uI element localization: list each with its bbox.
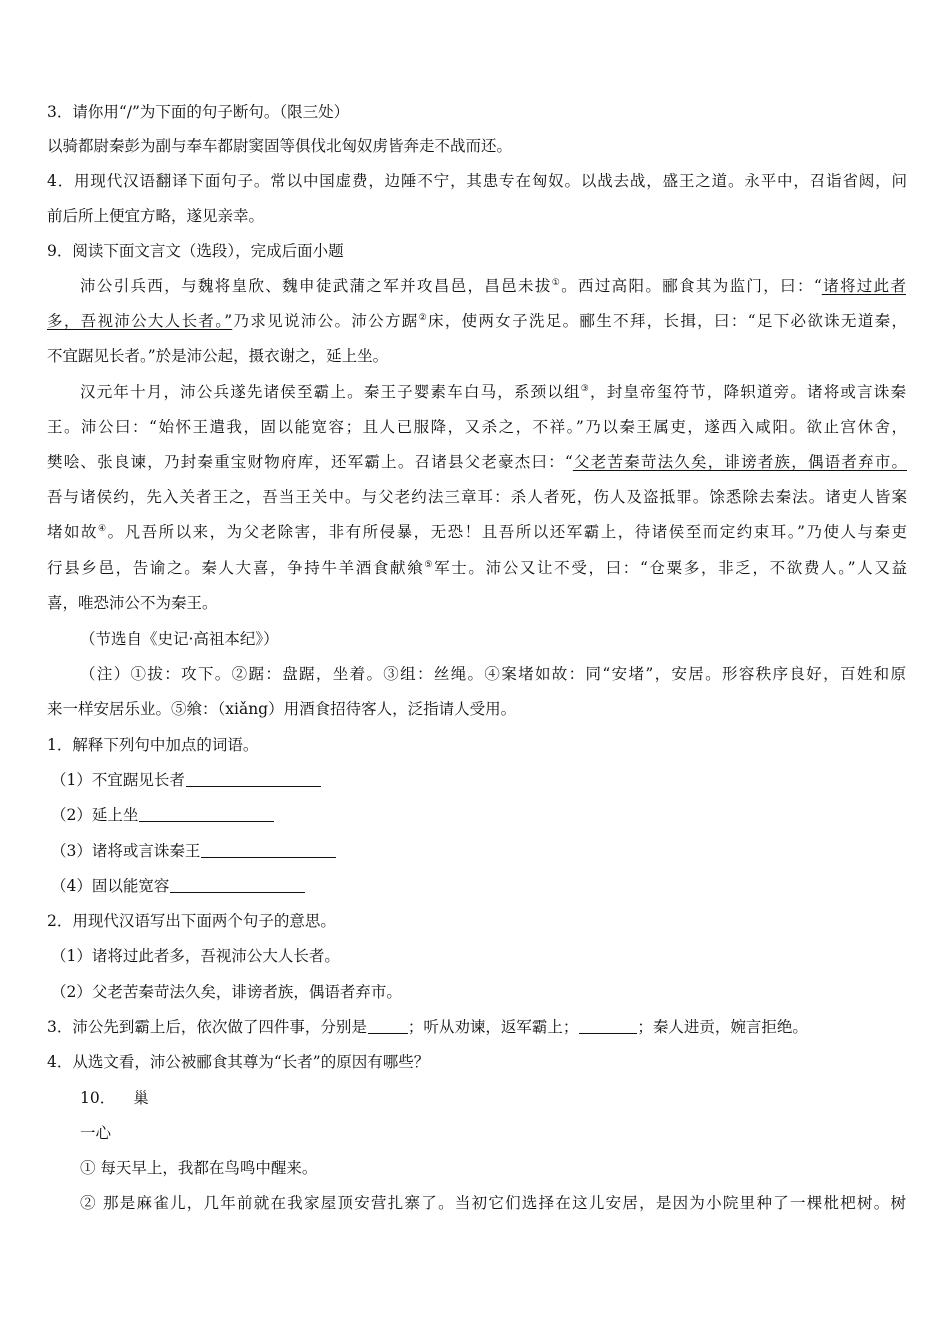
sub-q2-item-1: （1）诸将过此者多，吾视沛公大人长者。 <box>51 947 340 965</box>
text-segment: ，封皇帝玺符节，降轵道旁。诸将或言诛秦 <box>590 383 906 401</box>
text-segment: 军士。沛公又让不受，曰：“仓粟多，非乏，不欲费人。”人又益 <box>434 559 907 577</box>
passage-p2-line-3 <box>47 451 907 473</box>
essay-para-2: ② 那是麻雀儿，几年前就在我家屋顶安营扎寨了。当初它们选择在这儿安居，是因为小院里种了一棵枇杷树。树 <box>80 1194 906 1212</box>
footnote-mark: ④ <box>98 524 108 534</box>
sub-q2-title: 2．用现代汉语写出下面两个句子的意思。 <box>47 912 336 930</box>
item-text: （3）诸将或言诛秦王 <box>51 842 201 860</box>
sub-q1-item-3 <box>51 840 911 862</box>
passage-source: （节选自《史记·高祖本纪》） <box>80 630 279 648</box>
notes-line-2: 来一样安居乐业。⑤飨：（xiǎng）用酒食招待客人，泛指请人受用。 <box>47 700 517 718</box>
passage-p1-line-1 <box>80 275 906 297</box>
passage-p2-line-6 <box>47 557 907 579</box>
question-number: 10． <box>80 1089 116 1107</box>
essay-title: 巢 <box>133 1089 149 1107</box>
item-text: 3．沛公先到霸上后，依次做了四件事，分别是 <box>47 1018 367 1036</box>
text-segment: 樊哙、张良谏，乃封秦重宝财物府库，还军霸上。召诸县父老豪杰曰：“ <box>47 453 573 471</box>
q3-sentence: 以骑都尉秦彭为副与奉车都尉窦固等俱伐北匈奴虏皆奔走不战而还。 <box>47 137 513 155</box>
passage-p2-line-7: 喜，唯恐沛公不为秦王。 <box>47 594 218 612</box>
answer-blank[interactable] <box>170 878 305 893</box>
text-segment: 汉元年十月，沛公兵遂先诸侯至霸上。秦王子婴素车白马，系颈以组 <box>80 383 581 401</box>
item-text: ；听从劝谏，返军霸上； <box>407 1018 579 1036</box>
underlined-sentence: 多，吾视沛公大人长者。” <box>47 312 233 330</box>
passage-p1-line-2 <box>47 310 907 332</box>
item-text: （2）延上坐 <box>51 806 139 824</box>
footnote-mark: ① <box>551 278 562 288</box>
sub-q1-item-1 <box>51 769 911 791</box>
footnote-mark: ③ <box>580 384 591 394</box>
text-segment: 沛公引兵西，与魏将皇欣、魏申徒武蒲之军并攻昌邑，昌邑未拔 <box>80 277 552 295</box>
sub-q1-item-4 <box>51 875 911 897</box>
essay-para-1: ① 每天早上，我都在鸟鸣中醒来。 <box>80 1159 318 1177</box>
q10-heading <box>80 1087 906 1109</box>
q4-line-1: 4．用现代汉语翻译下面句子。常以中国虚费，边陲不宁，其患专在匈奴。以战去战，盛王之道。永平中，召诣省闼，问 <box>47 172 907 190</box>
answer-blank[interactable] <box>186 772 321 787</box>
text-segment: 。西过高阳。郦食其为监门，曰：“ <box>561 277 822 295</box>
sub-q1-item-2 <box>51 804 911 826</box>
answer-blank[interactable] <box>139 807 274 822</box>
text-segment: 行县乡邑，告谕之。秦人大喜，争持牛羊酒食献飨 <box>47 559 425 577</box>
answer-blank[interactable] <box>368 1019 408 1034</box>
item-text: （4）固以能宽容 <box>51 877 170 895</box>
text-segment: 床，使两女子洗足。郦生不拜，长揖，曰：“足下必欲诛无道秦， <box>428 312 907 330</box>
answer-blank[interactable] <box>201 843 336 858</box>
sub-q4: 4．从选文看，沛公被郦食其尊为“长者”的原因有哪些？ <box>47 1053 430 1071</box>
footnote-mark: ② <box>418 313 429 323</box>
notes-line-1: （注）①拔：攻下。②踞：盘踞，坐着。③组：丝绳。④案堵如故：同“安堵”，安居。形容秩序良好，百姓和原 <box>80 665 906 683</box>
underlined-sentence: 父老苦秦苛法久矣，诽谤者族，偶语者弃市。 <box>572 453 907 471</box>
passage-p1-line-3: 不宜踞见长者。”於是沛公起，摄衣谢之，延上坐。 <box>47 347 389 365</box>
sub-q1-title: 1．解释下列句中加点的词语。 <box>47 736 259 754</box>
q4-line-2: 前后所上便宜方略，遂见亲幸。 <box>47 207 265 225</box>
sub-q3 <box>47 1016 907 1038</box>
q9-heading: 9．阅读下面文言文（选段），完成后面小题 <box>47 242 344 260</box>
passage-p2-line-5 <box>47 521 907 543</box>
passage-p2-line-2: 王。沛公曰：“始怀王遣我，固以能宽容；且人已服降，又杀之，不祥。”乃以秦王属吏，遂西入咸阳。欲止宫休舍， <box>47 418 907 436</box>
text-segment: 堵如故 <box>47 523 99 541</box>
footnote-mark: ⑤ <box>424 560 435 570</box>
text-segment: 乃求见说沛公。沛公方踞 <box>232 312 419 330</box>
answer-blank[interactable] <box>579 1019 637 1034</box>
sub-q2-item-2: （2）父老苦秦苛法久矣，诽谤者族，偶语者弃市。 <box>51 983 402 1001</box>
item-text: （1）不宜踞见长者 <box>51 771 185 789</box>
essay-author: 一心 <box>80 1124 112 1142</box>
passage-p2-line-4: 吾与诸侯约，先入关者王之，吾当王关中。与父老约法三章耳：杀人者死，伤人及盗抵罪。馀悉除去秦法。诸吏人皆案 <box>47 488 907 506</box>
text-segment: 。凡吾所以来，为父老除害，非有所侵暴，无恐！且吾所以还军霸上，待诸侯至而定约束耳。”乃使人与秦吏 <box>107 523 907 541</box>
q3-title: 3．请你用“/”为下面的句子断句。（限三处） <box>47 103 350 121</box>
passage-p2-line-1 <box>80 381 906 403</box>
underlined-sentence: 诸将过此者 <box>821 277 906 295</box>
item-text: ；秦人进贡，婉言拒绝。 <box>637 1018 808 1036</box>
